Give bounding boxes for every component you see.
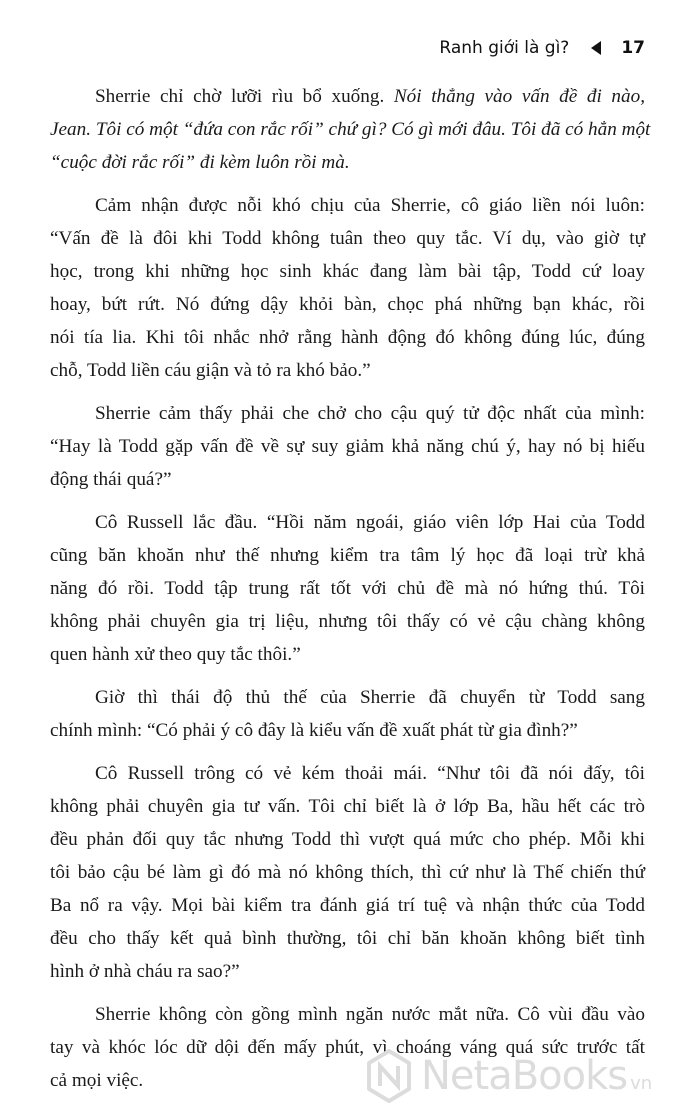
text-line [50, 998, 645, 1031]
text-segment: đều cho thấy kết quả bình thường, tôi chỉ băn khoăn không biết tình [50, 928, 645, 949]
text-line [50, 80, 645, 113]
text-line [50, 681, 645, 714]
text-line [50, 146, 645, 179]
text-line [50, 823, 645, 856]
text-segment: Sherrie cảm thấy phải che chở cho cậu quý tử độc nhất của mình: [95, 403, 645, 424]
text-line [50, 430, 645, 463]
text-segment: cũng băn khoăn như thế nhưng kiểm tra tâm lý học đã loại trừ khả [50, 545, 645, 566]
triangle-left-icon [591, 41, 601, 55]
running-header [439, 38, 645, 58]
text-line [50, 856, 645, 889]
text-segment: chỗ, Todd liền cáu giận và tỏ ra khó bảo.” [50, 360, 371, 381]
paragraph [50, 506, 645, 671]
italic-text: “cuộc đời rắc rối” đi kèm luôn rồi mà. [50, 152, 350, 173]
text-segment: năng đó rồi. Todd tập trung rất tốt với chủ đề mà nó hứng thú. Tôi [50, 578, 645, 599]
text-line [50, 222, 645, 255]
chapter-title: Ranh giới là gì? [439, 38, 570, 58]
text-segment: Giờ thì thái độ thủ thế của Sherrie đã chuyển từ Todd sang [95, 687, 645, 708]
text-segment: chính mình: “Có phải ý cô đây là kiểu vấn đề xuất phát từ gia đình?” [50, 720, 578, 741]
paragraph [50, 80, 651, 179]
watermark-name: NetaBooks [421, 1053, 628, 1099]
italic-text: Nói thẳng vào vấn đề đi nào, [393, 86, 645, 107]
text-segment: tôi bảo cậu bé làm gì đó mà nó không thích, thì cứ như là Thế chiến thứ [50, 862, 645, 883]
text-line [50, 757, 645, 790]
text-segment: cả mọi việc. [50, 1070, 144, 1091]
text-segment: hoay, bứt rứt. Nó đứng dậy khỏi bàn, chọc phá những bạn khác, rồi [50, 294, 645, 315]
text-segment: Sherrie chỉ chờ lưỡi rìu bổ xuống. [95, 86, 394, 107]
text-segment: tay và khóc lóc dữ dội đến mấy phút, vì choáng váng quá sức trước tất [50, 1037, 645, 1058]
watermark-tld: vn [630, 1072, 653, 1094]
text-line [50, 321, 645, 354]
text-line [50, 638, 645, 671]
text-segment: Cô Russell trông có vẻ kém thoải mái. “Như tôi đã nói đấy, tôi [95, 763, 645, 784]
text-segment: không phải chuyên gia tư vấn. Tôi chỉ biết là ở lớp Ba, hầu hết các trò [50, 796, 645, 817]
text-line [50, 572, 645, 605]
text-segment: “Hay là Todd gặp vấn đề về sự suy giảm khả năng chú ý, hay nó bị hiếu [50, 436, 645, 457]
text-line [50, 955, 645, 988]
text-line [50, 889, 645, 922]
text-line [50, 714, 645, 747]
text-line [50, 255, 645, 288]
paragraph [50, 681, 645, 747]
italic-text: Jean. Tôi có một “đứa con rắc rối” chứ gì? Có gì mới đâu. Tôi đã có hẳn một [50, 119, 651, 140]
text-line [50, 189, 645, 222]
text-line [50, 288, 645, 321]
text-segment: động thái quá?” [50, 469, 172, 490]
page-body [50, 80, 651, 1107]
text-segment: Sherrie không còn gồng mình ngăn nước mắt nữa. Cô vùi đầu vào [95, 1004, 645, 1025]
watermark-logo [365, 1048, 652, 1104]
text-segment: đều phản đối quy tắc nhưng Todd thì vượt quá mức cho phép. Mỗi khi [50, 829, 645, 850]
text-line [50, 354, 645, 387]
paragraph [50, 397, 645, 496]
text-line [50, 397, 645, 430]
text-line [50, 506, 645, 539]
text-line [50, 922, 645, 955]
text-segment: Cô Russell lắc đầu. “Hồi năm ngoái, giáo viên lớp Hai của Todd [95, 512, 645, 533]
text-segment: Ba nổ ra vậy. Mọi bài kiểm tra đánh giá trí tuệ và nhận thức của Todd [50, 895, 645, 916]
text-line [50, 790, 645, 823]
text-line [50, 539, 645, 572]
text-segment: Cảm nhận được nỗi khó chịu của Sherrie, cô giáo liền nói luôn: [95, 195, 645, 216]
text-line [50, 605, 645, 638]
text-line [50, 113, 651, 146]
netabooks-hexagon-icon [365, 1048, 413, 1104]
page-number: 17 [621, 38, 645, 58]
text-segment: học, trong khi những học sinh khác đang làm bài tập, Todd cứ loay [50, 261, 645, 282]
paragraph [50, 189, 645, 387]
text-segment: hình ở nhà cháu ra sao?” [50, 961, 240, 982]
text-line [50, 463, 645, 496]
text-segment: quen hành xử theo quy tắc thôi.” [50, 644, 301, 665]
text-segment: không phải chuyên gia trị liệu, nhưng tôi thấy có vẻ cậu chàng không [50, 611, 645, 632]
paragraph [50, 757, 645, 988]
text-segment: “Vấn đề là đôi khi Todd không tuân theo quy tắc. Ví dụ, vào giờ tự [50, 228, 645, 249]
text-segment: nói tía lia. Khi tôi nhắc nhở rằng hành động đó không đúng lúc, đúng [50, 327, 645, 348]
